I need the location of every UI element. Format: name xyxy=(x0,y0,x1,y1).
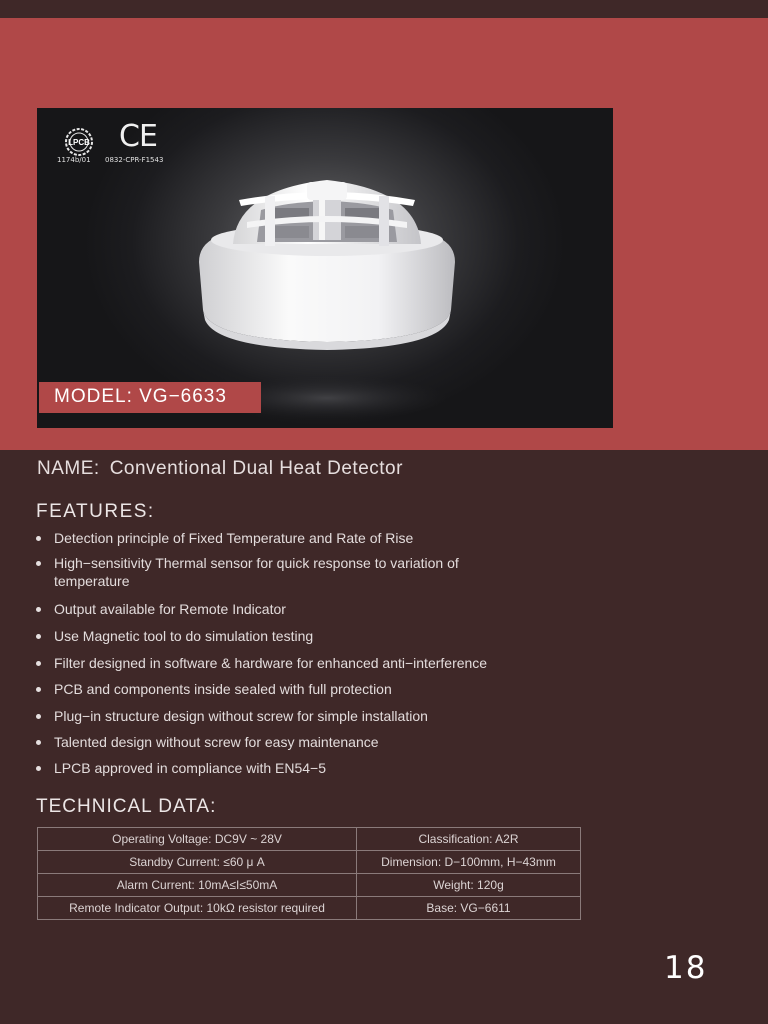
name-value: Conventional Dual Heat Detector xyxy=(109,458,403,479)
technical-data-title: TECHNICAL DATA: xyxy=(36,796,217,817)
feature-item: High−sensitivity Thermal sensor for quick response to variation of temperature xyxy=(36,554,534,590)
table-cell: Dimension: D−100mm, H−43mm xyxy=(357,851,581,874)
ce-mark-icon: CE xyxy=(119,119,157,154)
table-row xyxy=(38,874,581,897)
ce-number: 0832-CPR-F1543 xyxy=(105,156,164,164)
name-label: NAME: xyxy=(37,458,100,479)
feature-item: PCB and components inside sealed with full protection xyxy=(36,680,554,698)
table-row xyxy=(38,828,581,851)
table-cell: Standby Current: ≤60 μ A xyxy=(38,851,357,874)
table-cell: Classification: A2R xyxy=(357,828,581,851)
feature-item: Output available for Remote Indicator xyxy=(36,600,554,618)
table-cell: Operating Voltage: DC9V ~ 28V xyxy=(38,828,357,851)
table-row xyxy=(38,897,581,920)
model-tag xyxy=(39,382,261,413)
technical-data-table xyxy=(37,827,581,920)
product-name xyxy=(37,458,403,480)
feature-item: Talented design without screw for easy maintenance xyxy=(36,733,554,751)
lpcb-logo-text: LPCB xyxy=(68,138,90,147)
feature-item: LPCB approved in compliance with EN54−5 xyxy=(36,759,554,777)
top-strip xyxy=(0,0,768,18)
feature-item: Plug−in structure design without screw for simple installation xyxy=(36,707,554,725)
feature-item: Filter designed in software & hardware for enhanced anti−interference xyxy=(36,654,554,672)
table-cell: Alarm Current: 10mA≤I≤50mA xyxy=(38,874,357,897)
table-row xyxy=(38,851,581,874)
product-photo xyxy=(37,108,613,428)
lpcb-number: 1174b/01 xyxy=(57,156,91,164)
page-number: 18 xyxy=(664,950,708,986)
features-title: FEATURES: xyxy=(36,501,155,522)
model-label: MODEL: VG−6633 xyxy=(54,386,227,407)
table-cell: Base: VG−6611 xyxy=(357,897,581,920)
feature-item: Detection principle of Fixed Temperature and Rate of Rise xyxy=(36,529,554,547)
table-cell: Weight: 120g xyxy=(357,874,581,897)
table-cell: Remote Indicator Output: 10kΩ resistor required xyxy=(38,897,357,920)
feature-item: Use Magnetic tool to do simulation testing xyxy=(36,627,554,645)
